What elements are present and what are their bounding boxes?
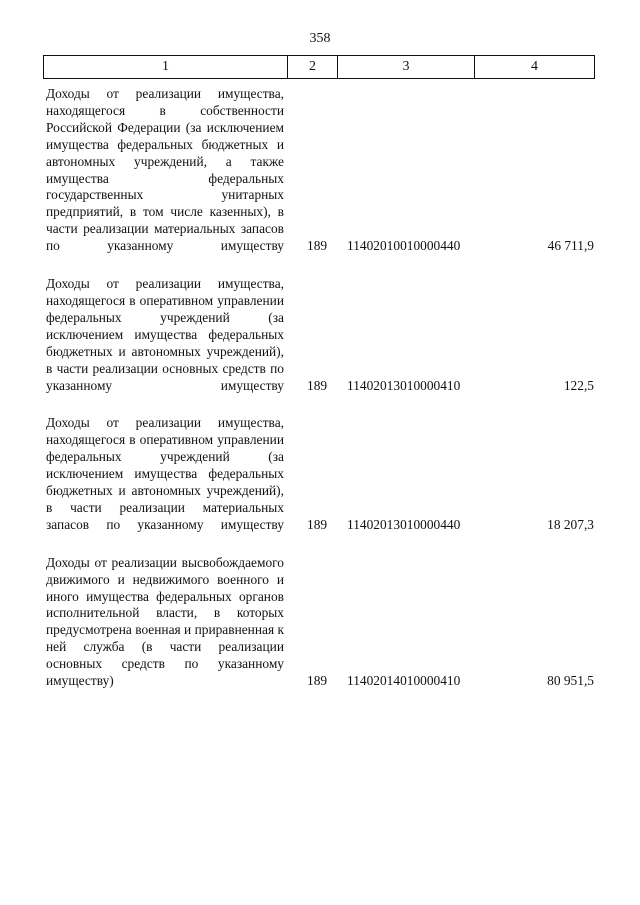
table-body <box>46 86 606 690</box>
header-row <box>44 56 595 79</box>
row-kbk: 11402010010000440 <box>347 238 461 254</box>
row-code: 189 <box>307 516 328 532</box>
row-amount: 122,5 <box>563 377 594 393</box>
table-row <box>46 276 594 394</box>
row-code: 189 <box>307 238 328 254</box>
table-row <box>46 86 594 255</box>
row-description: Доходы от реализации имущества, находящегося в оперативном управлении федеральных учреждений (за исключением имущества федеральных бюджетных и автономных учреждений), в части реализации основных средств по указанному имуществу <box>46 276 284 393</box>
row-kbk: 11402013010000410 <box>347 377 461 393</box>
header-col-3: 3 <box>338 56 475 79</box>
row-description: Доходы от реализации высвобождаемого движимого и недвижимого военного и иного имущества федеральных органов исполнительной власти, в которых предусмотрена военная и приравненная к ней служба (в части реализации основных средств по указанному имуществу) <box>46 554 284 689</box>
header-col-1: 1 <box>44 56 288 79</box>
row-code: 189 <box>307 377 328 393</box>
row-code: 189 <box>307 673 328 689</box>
row-description: Доходы от реализации имущества, находящегося в собственности Российской Федерации (за исключением имущества федеральных бюджетных и автономных учреждений, а также имущества федеральных государственных унитарных предприятий, в том числе казенных), в части реализации материальных запасов по указанному имуществу <box>46 86 284 254</box>
page-number: 358 <box>309 31 331 46</box>
header-col-4: 4 <box>475 56 595 79</box>
header-col-2: 2 <box>288 56 338 79</box>
row-description: Доходы от реализации имущества, находящегося в оперативном управлении федеральных учреждений (за исключением имущества федеральных бюджетных и автономных учреждений), в части реализации материальных запасов по указанному имуществу <box>46 415 284 532</box>
table-header <box>43 55 595 79</box>
row-kbk: 11402014010000410 <box>347 673 461 689</box>
row-amount: 80 951,5 <box>547 673 594 689</box>
row-kbk: 11402013010000440 <box>347 516 461 532</box>
row-amount: 46 711,9 <box>547 238 594 254</box>
row-amount: 18 207,3 <box>547 516 594 532</box>
table-row <box>46 415 594 533</box>
table-row <box>46 555 594 690</box>
